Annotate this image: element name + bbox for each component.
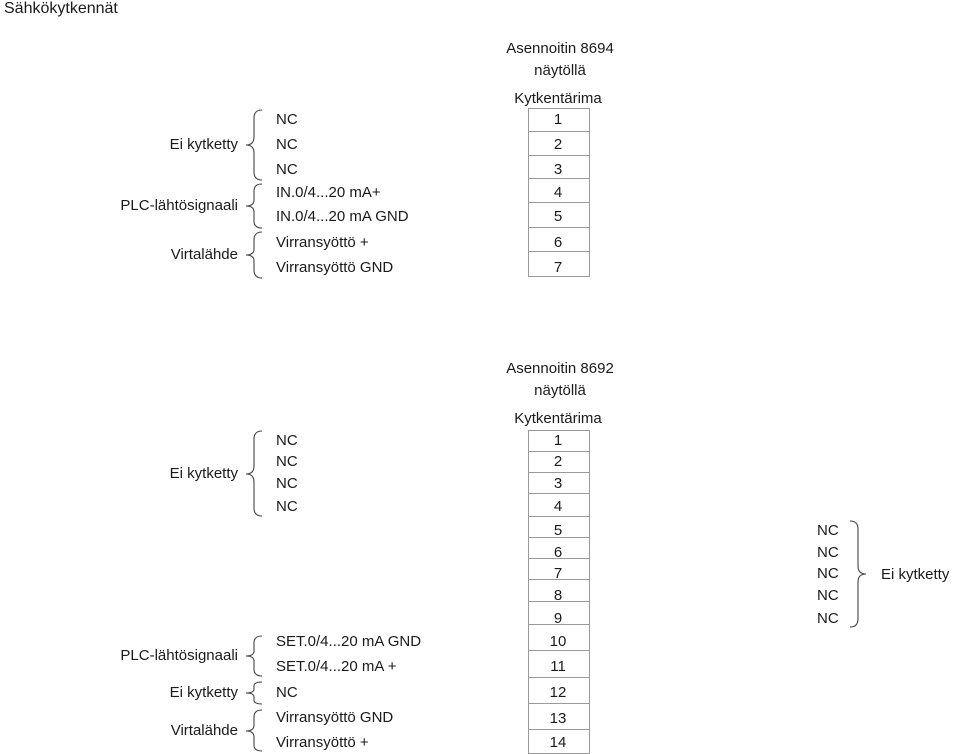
terminal-number: 4 [553, 184, 563, 201]
left-brace-icon [246, 431, 262, 516]
group-label: Virtalähde [170, 722, 238, 739]
group-label: Virtalähde [170, 246, 238, 263]
signal-label: NC [276, 475, 298, 492]
signal-label: NC [276, 136, 298, 153]
terminal-number: 5 [553, 208, 563, 225]
terminal-number: 1 [553, 432, 563, 449]
terminal-number: 3 [553, 475, 563, 492]
left-brace-icon [246, 110, 262, 180]
signal-label: Virransyöttö + [276, 234, 369, 251]
diagram1-title: Asennoitin 8694 [506, 40, 614, 57]
left-brace-icon [246, 184, 262, 228]
signal-label: NC [276, 111, 298, 128]
terminal-number: 10 [549, 633, 567, 650]
diagram2-subtitle: näytöllä [534, 382, 586, 399]
group-label: PLC-lähtösignaali [120, 647, 238, 664]
signal-label: NC [276, 498, 298, 515]
terminal-number: 6 [553, 544, 563, 561]
group-label-right: Ei kytketty [881, 566, 950, 583]
terminal-number: 3 [553, 161, 563, 178]
signal-label-right: NC [817, 587, 839, 604]
signal-label-right: NC [817, 544, 839, 561]
diagram2-title: Asennoitin 8692 [506, 360, 614, 377]
terminal-number: 11 [550, 658, 566, 675]
terminal-number: 5 [553, 522, 563, 539]
signal-label-right: NC [817, 610, 839, 627]
terminal-number: 9 [553, 610, 563, 627]
terminal-number: 2 [553, 136, 563, 153]
left-brace-icon [246, 636, 262, 676]
terminal-number: 1 [553, 111, 563, 128]
signal-label-right: NC [817, 565, 839, 582]
left-brace-icon [246, 682, 262, 704]
page-title: Sähkökytkennät [4, 0, 118, 17]
signal-label: NC [276, 453, 298, 470]
left-brace-icon [246, 710, 262, 751]
signal-label: NC [276, 684, 298, 701]
signal-label-right: NC [817, 522, 839, 539]
left-brace-icon [246, 232, 262, 278]
signal-label: Virransyöttö GND [276, 709, 394, 726]
terminal-number: 7 [553, 565, 563, 582]
signal-label: IN.0/4...20 mA GND [276, 208, 409, 225]
diagram2-terminal-header: Kytkentärima [514, 410, 602, 427]
right-brace-icon [850, 521, 866, 627]
signal-label: Virransyöttö + [276, 734, 369, 751]
group-label: Ei kytketty [169, 136, 238, 153]
diagram1-terminal-header: Kytkentärima [514, 90, 602, 107]
terminal-number: 7 [553, 259, 563, 276]
signal-label: Virransyöttö GND [276, 259, 394, 276]
signal-label: SET.0/4...20 mA + [276, 658, 397, 675]
group-label: Ei kytketty [169, 684, 238, 701]
signal-label: NC [276, 432, 298, 449]
terminal-number: 8 [553, 587, 563, 604]
diagram1-subtitle: näytöllä [534, 62, 586, 79]
terminal-number: 14 [549, 734, 567, 751]
group-label: PLC-lähtösignaali [120, 197, 238, 214]
terminal-number: 2 [553, 453, 563, 470]
terminal-number: 6 [553, 234, 563, 251]
terminal-number: 13 [549, 710, 567, 727]
group-label: Ei kytketty [169, 465, 238, 482]
signal-label: NC [276, 161, 298, 178]
terminal-number: 4 [553, 498, 563, 515]
terminal-number: 12 [549, 684, 567, 701]
signal-label: IN.0/4...20 mA+ [276, 184, 381, 201]
signal-label: SET.0/4...20 mA GND [276, 633, 422, 650]
